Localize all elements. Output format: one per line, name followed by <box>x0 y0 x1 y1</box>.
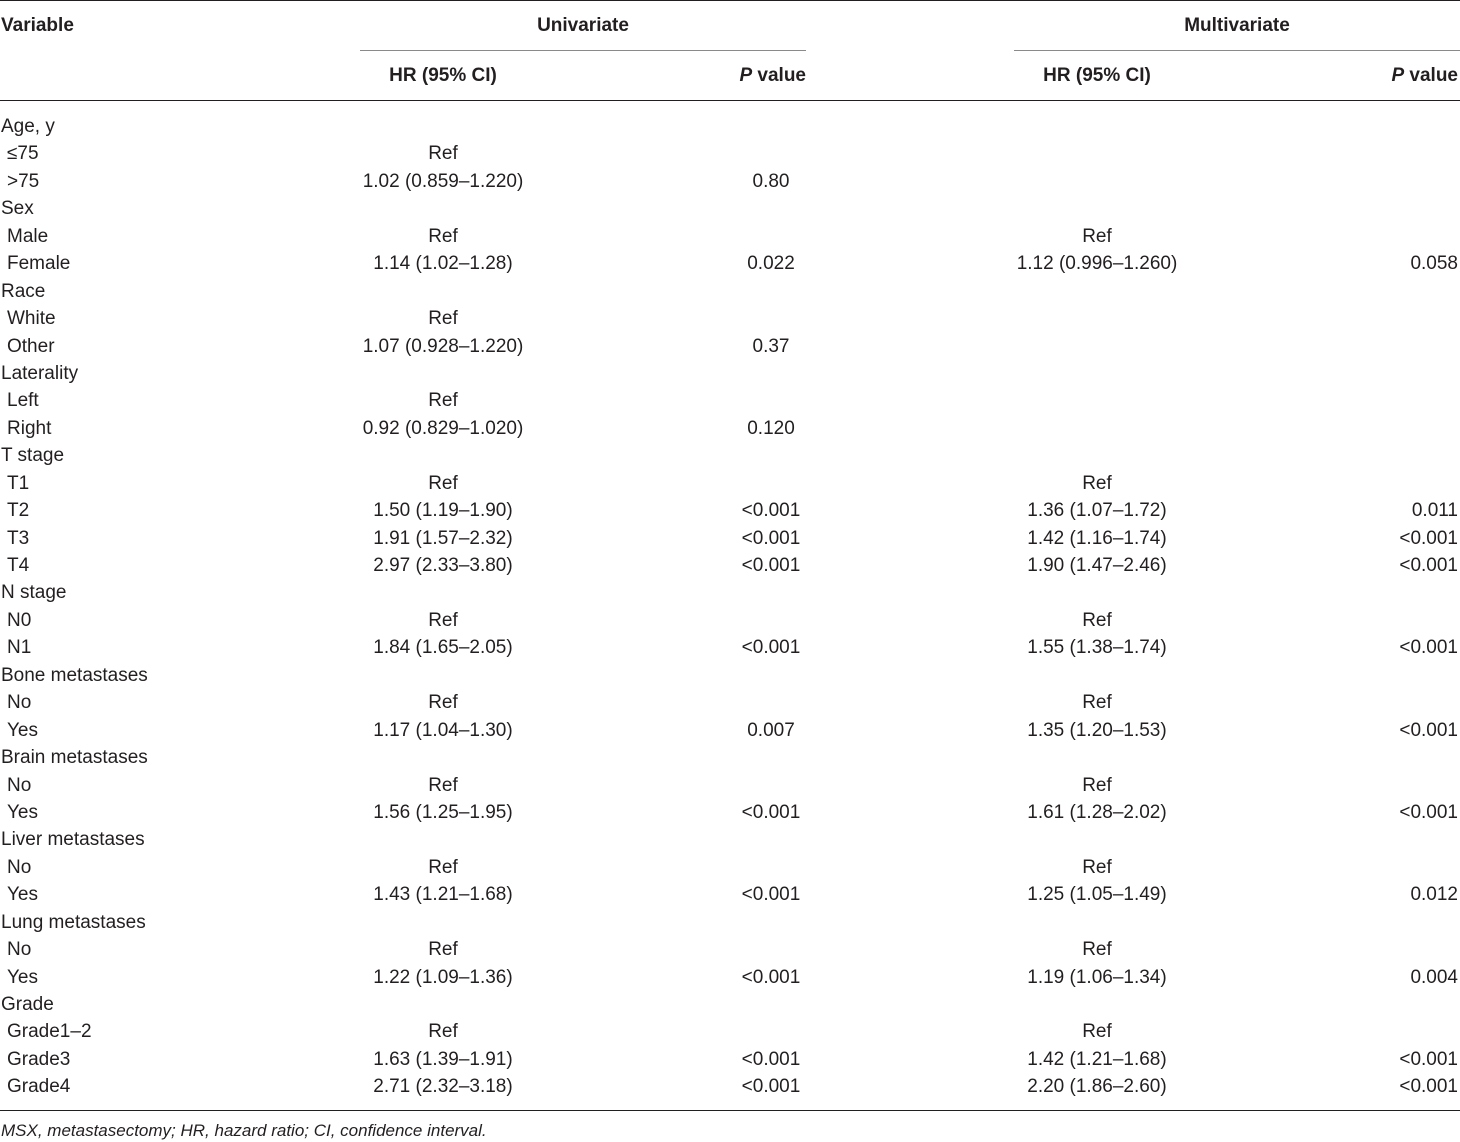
variable-cell: Yes <box>7 966 38 988</box>
multivariate-p-cell: <0.001 <box>1399 555 1458 576</box>
multivariate-p-cell: <0.001 <box>1399 1048 1458 1070</box>
multivariate-hr-cell: Ref <box>1082 692 1112 714</box>
table-row <box>0 936 1460 963</box>
table-row <box>0 1018 1460 1045</box>
variable-cell: T1 <box>7 472 30 494</box>
table-row <box>0 168 1460 195</box>
multivariate-p-cell: <0.001 <box>1399 527 1458 549</box>
univariate-hr-cell: 0.92 (0.829–1.020) <box>362 417 524 439</box>
multivariate-p-cell: 0.011 <box>1411 500 1458 522</box>
univariate-p-cell: <0.001 <box>741 637 801 659</box>
table-group-row <box>0 579 1460 606</box>
variable-cell: N1 <box>7 637 32 659</box>
variable-cell: T stage <box>1 445 65 467</box>
multivariate-p-cell: <0.001 <box>1399 637 1458 659</box>
variable-cell: Right <box>7 417 52 439</box>
univariate-hr-cell: 1.43 (1.21–1.68) <box>373 884 513 906</box>
univariate-hr-cell: Ref <box>428 774 458 796</box>
multivariate-hr-cell: Ref <box>1082 472 1112 494</box>
table-row <box>0 1046 1460 1073</box>
table-body <box>0 113 1460 1101</box>
univariate-p-cell: <0.001 <box>741 500 801 522</box>
table-row <box>0 415 1460 442</box>
univariate-p-cell: 0.007 <box>747 719 795 741</box>
table-row <box>0 140 1460 167</box>
variable-cell: No <box>7 939 32 961</box>
table-group-row <box>0 826 1460 853</box>
table-row <box>0 223 1460 250</box>
table-footnote: MSX, metastasectomy; HR, hazard ratio; CI, confidence interval. <box>1 1121 487 1140</box>
multivariate-group-rule <box>1014 50 1460 51</box>
header-univariate-hr: HR (95% CI) <box>389 65 497 86</box>
table-row <box>0 470 1460 497</box>
variable-cell: T4 <box>7 555 30 576</box>
table-row <box>0 607 1460 634</box>
variable-cell: No <box>7 856 32 878</box>
header-univariate: Univariate <box>537 15 629 36</box>
univariate-hr-cell: 1.07 (0.928–1.220) <box>362 335 524 357</box>
header-multivariate-p <box>1300 64 1458 88</box>
univariate-hr-cell: Ref <box>428 143 458 165</box>
univariate-p-cell: 0.37 <box>752 335 790 357</box>
header-variable: Variable <box>1 15 74 36</box>
variable-cell: Laterality <box>1 362 79 384</box>
table-row <box>0 799 1460 826</box>
multivariate-hr-cell: Ref <box>1082 939 1112 961</box>
table-row <box>0 497 1460 524</box>
variable-cell: Race <box>1 280 46 302</box>
multivariate-p-cell: <0.001 <box>1399 801 1458 823</box>
univariate-hr-cell: Ref <box>428 472 458 494</box>
univariate-hr-cell: 1.50 (1.19–1.90) <box>373 500 513 522</box>
multivariate-p-cell: 0.058 <box>1410 253 1458 275</box>
univariate-hr-cell: 1.56 (1.25–1.95) <box>373 801 513 823</box>
table-group-row <box>0 360 1460 387</box>
table-row <box>0 717 1460 744</box>
table-group-row <box>0 442 1460 469</box>
univariate-p-cell: 0.80 <box>752 170 790 192</box>
variable-cell: Grade4 <box>7 1076 71 1098</box>
univariate-hr-cell: 1.63 (1.39–1.91) <box>373 1048 513 1070</box>
variable-cell: Grade <box>1 994 54 1015</box>
table-row <box>0 881 1460 908</box>
table-group-row <box>0 662 1460 689</box>
variable-cell: Lung metastases <box>1 911 146 933</box>
variable-cell: Male <box>7 225 49 247</box>
multivariate-hr-cell: 1.61 (1.28–2.02) <box>1027 801 1167 823</box>
table-group-row <box>0 909 1460 936</box>
variable-cell: Bone metastases <box>1 664 148 686</box>
variable-cell: Left <box>7 390 39 412</box>
table-row <box>0 552 1460 579</box>
univariate-hr-cell: Ref <box>428 609 458 631</box>
multivariate-hr-cell: 2.20 (1.86–2.60) <box>1027 1076 1167 1098</box>
variable-cell: T3 <box>7 527 30 549</box>
table-group-row <box>0 991 1460 1018</box>
univariate-hr-cell: 1.84 (1.65–2.05) <box>373 637 513 659</box>
univariate-hr-cell: 2.97 (2.33–3.80) <box>373 555 513 576</box>
variable-cell: Grade1–2 <box>7 1021 92 1043</box>
multivariate-hr-cell: 1.42 (1.16–1.74) <box>1027 527 1167 549</box>
multivariate-p-cell: 0.004 <box>1410 966 1458 988</box>
univariate-hr-cell: Ref <box>428 308 458 330</box>
variable-cell: Age, y <box>1 116 55 137</box>
multivariate-hr-cell: Ref <box>1082 1021 1112 1043</box>
univariate-p-cell: <0.001 <box>741 801 801 823</box>
univariate-hr-cell: 1.91 (1.57–2.32) <box>373 527 513 549</box>
multivariate-hr-cell: Ref <box>1082 774 1112 796</box>
variable-cell: Yes <box>7 801 38 823</box>
univariate-hr-cell: Ref <box>428 692 458 714</box>
univariate-hr-cell: Ref <box>428 856 458 878</box>
table-group-row <box>0 744 1460 771</box>
table-row <box>0 634 1460 661</box>
p-value-label: value <box>752 65 806 86</box>
variable-cell: >75 <box>7 170 40 192</box>
variable-cell: White <box>7 308 56 330</box>
variable-cell: No <box>7 692 32 714</box>
univariate-p-cell: 0.120 <box>747 417 795 439</box>
variable-cell: N0 <box>7 609 32 631</box>
table-row <box>0 387 1460 414</box>
multivariate-p-cell: 0.012 <box>1410 884 1458 906</box>
univariate-hr-cell: 1.02 (0.859–1.220) <box>362 170 524 192</box>
multivariate-hr-cell: 1.90 (1.47–2.46) <box>1027 555 1167 576</box>
multivariate-hr-cell: 1.25 (1.05–1.49) <box>1027 884 1167 906</box>
univariate-hr-cell: Ref <box>428 939 458 961</box>
multivariate-p-cell: <0.001 <box>1399 719 1458 741</box>
univariate-hr-cell: 1.14 (1.02–1.28) <box>373 253 513 275</box>
table-group-row <box>0 278 1460 305</box>
table-top-rule <box>0 0 1460 1</box>
variable-cell: Grade3 <box>7 1048 71 1070</box>
table-row <box>0 772 1460 799</box>
p-italic: P <box>1391 65 1405 86</box>
univariate-p-cell: <0.001 <box>741 966 801 988</box>
table-row <box>0 689 1460 716</box>
table-group-row <box>0 113 1460 140</box>
multivariate-hr-cell: 1.12 (0.996–1.260) <box>1016 253 1178 275</box>
univariate-p-cell: 0.022 <box>747 253 795 275</box>
multivariate-p-cell: <0.001 <box>1399 1076 1458 1098</box>
univariate-hr-cell: Ref <box>428 225 458 247</box>
multivariate-hr-cell: 1.35 (1.20–1.53) <box>1027 719 1167 741</box>
multivariate-hr-cell: 1.36 (1.07–1.72) <box>1027 500 1167 522</box>
table-row <box>0 1073 1460 1100</box>
univariate-p-cell: <0.001 <box>741 884 801 906</box>
variable-cell: N stage <box>1 582 67 604</box>
variable-cell: No <box>7 774 32 796</box>
table-row <box>0 333 1460 360</box>
univariate-hr-cell: 1.17 (1.04–1.30) <box>373 719 513 741</box>
multivariate-hr-cell: Ref <box>1082 856 1112 878</box>
univariate-p-cell: <0.001 <box>741 527 801 549</box>
p-value-label: value <box>1404 65 1458 86</box>
multivariate-hr-cell: 1.19 (1.06–1.34) <box>1027 966 1167 988</box>
variable-cell: Brain metastases <box>1 747 148 769</box>
table-group-row <box>0 195 1460 222</box>
variable-cell: Female <box>7 253 71 275</box>
variable-cell: Liver metastases <box>1 829 145 851</box>
table-row <box>0 854 1460 881</box>
table-bottom-rule <box>0 1110 1460 1111</box>
table-row <box>0 525 1460 552</box>
header-univariate-p <box>664 64 806 88</box>
p-italic: P <box>739 65 753 86</box>
variable-cell: T2 <box>7 500 30 522</box>
header-bottom-rule <box>0 100 1460 101</box>
univariate-p-cell: <0.001 <box>741 1076 801 1098</box>
variable-cell: ≤75 <box>7 143 39 165</box>
variable-cell: Yes <box>7 719 38 741</box>
variable-cell: Yes <box>7 884 38 906</box>
multivariate-hr-cell: Ref <box>1082 225 1112 247</box>
multivariate-hr-cell: Ref <box>1082 609 1112 631</box>
multivariate-hr-cell: 1.42 (1.21–1.68) <box>1027 1048 1167 1070</box>
univariate-hr-cell: 1.22 (1.09–1.36) <box>373 966 513 988</box>
header-multivariate: Multivariate <box>1184 15 1290 36</box>
univariate-p-cell: <0.001 <box>741 1048 801 1070</box>
univariate-p-cell: <0.001 <box>741 555 801 576</box>
univariate-group-rule <box>360 50 806 51</box>
multivariate-hr-cell: 1.55 (1.38–1.74) <box>1027 637 1167 659</box>
table-row <box>0 964 1460 991</box>
header-multivariate-hr: HR (95% CI) <box>1043 65 1151 86</box>
univariate-hr-cell: Ref <box>428 1021 458 1043</box>
univariate-hr-cell: Ref <box>428 390 458 412</box>
table-row <box>0 305 1460 332</box>
variable-cell: Other <box>7 335 55 357</box>
variable-cell: Sex <box>1 198 34 220</box>
table-row <box>0 250 1460 277</box>
univariate-hr-cell: 2.71 (2.32–3.18) <box>373 1076 513 1098</box>
